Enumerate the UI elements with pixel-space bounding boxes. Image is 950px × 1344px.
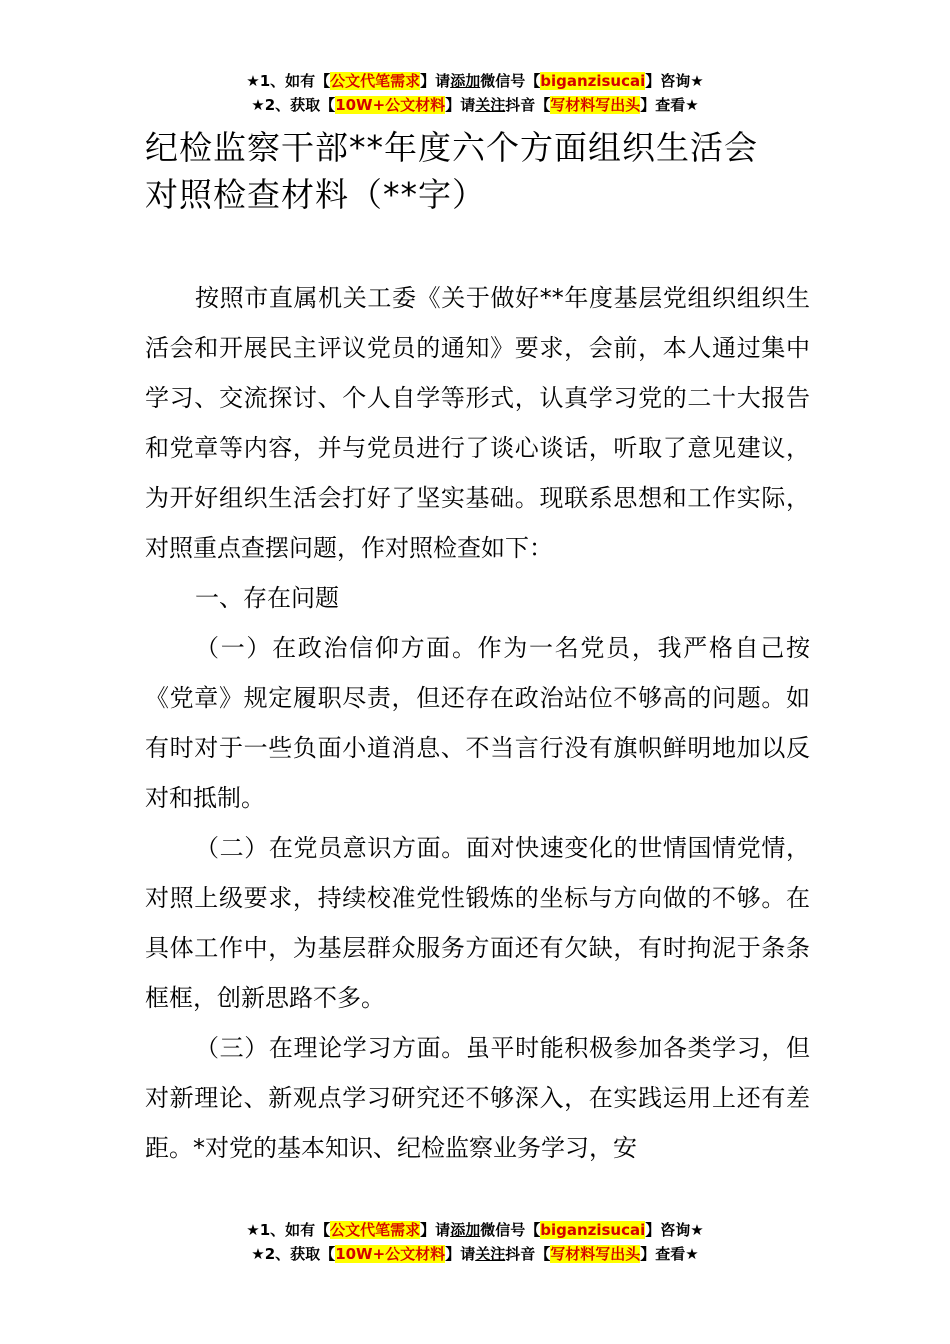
banner-text: 抖音【 bbox=[505, 96, 551, 114]
banner-underlined: 关注 bbox=[475, 96, 506, 114]
header-banner bbox=[0, 69, 950, 117]
highlight-wechat-id: biganzisucai bbox=[540, 1221, 646, 1239]
banner-underlined: 关注 bbox=[475, 1245, 506, 1263]
highlight-service: 公文代笔需求 bbox=[330, 1221, 421, 1239]
highlight-service: 公文代笔需求 bbox=[330, 72, 421, 90]
banner-text: 】请 bbox=[445, 96, 476, 114]
banner-text: 】查看★ bbox=[640, 1245, 699, 1263]
banner-text: 】咨询★ bbox=[645, 1221, 704, 1239]
banner-text: ★2、获取【 bbox=[251, 1245, 336, 1263]
banner-text: 】请 bbox=[445, 1245, 476, 1263]
banner-text: 】请 bbox=[420, 72, 451, 90]
highlight-wechat-id: biganzisucai bbox=[540, 72, 646, 90]
banner-text: ★1、如有【 bbox=[246, 72, 331, 90]
highlight-materials: 10W+公文材料 bbox=[335, 1245, 446, 1263]
banner-text: ★2、获取【 bbox=[251, 96, 336, 114]
section-heading: 一、存在问题 bbox=[195, 584, 339, 612]
banner-line-1 bbox=[0, 1218, 950, 1242]
footer-banner bbox=[0, 1218, 950, 1266]
banner-line-2 bbox=[0, 93, 950, 117]
banner-text: 抖音【 bbox=[505, 1245, 551, 1263]
title-line-1: 纪检监察干部**年度六个方面组织生活会 bbox=[145, 128, 758, 167]
banner-text: 】查看★ bbox=[640, 96, 699, 114]
banner-line-1 bbox=[0, 69, 950, 93]
banner-underlined: 添加 bbox=[450, 72, 481, 90]
title-line-2: 对照检查材料（**字） bbox=[145, 175, 486, 214]
banner-line-2 bbox=[0, 1242, 950, 1266]
highlight-douyin: 写材料写出头 bbox=[550, 1245, 641, 1263]
banner-text: 微信号【 bbox=[480, 72, 541, 90]
banner-text: 微信号【 bbox=[480, 1221, 541, 1239]
highlight-materials: 10W+公文材料 bbox=[335, 96, 446, 114]
issue-paragraph-1: （一）在政治信仰方面。作为一名党员，我严格自己按《党章》规定履职尽责，但还存在政治站位不够高的问题。如有时对于一些负面小道消息、不当言行没有旗帜鲜明地加以反对和抵制。 bbox=[145, 634, 810, 812]
banner-underlined: 添加 bbox=[450, 1221, 481, 1239]
issue-paragraph-2: （二）在党员意识方面。面对快速变化的世情国情党情，对照上级要求，持续校准党性锻炼的坐标与方向做的不够。在具体工作中，为基层群众服务方面还有欠缺，有时拘泥于条条框框，创新思路不多。 bbox=[145, 834, 810, 1012]
intro-paragraph: 按照市直属机关工委《关于做好**年度基层党组织组织生活会和开展民主评议党员的通知》要求，会前，本人通过集中学习、交流探讨、个人自学等形式，认真学习党的二十大报告和党章等内容，并与党员进行了谈心谈话，听取了意见建议，为开好组织生活会打好了坚实基础。现联系思想和工作实际，对照重点查摆问题，作对照检查如下： bbox=[145, 284, 810, 562]
highlight-douyin: 写材料写出头 bbox=[550, 96, 641, 114]
banner-text: 】请 bbox=[420, 1221, 451, 1239]
document-body bbox=[145, 273, 810, 1173]
document-title bbox=[145, 124, 825, 218]
banner-text: ★1、如有【 bbox=[246, 1221, 331, 1239]
banner-text: 】咨询★ bbox=[645, 72, 704, 90]
issue-paragraph-3: （三）在理论学习方面。虽平时能积极参加各类学习，但对新理论、新观点学习研究还不够深入，在实践运用上还有差距。*对党的基本知识、纪检监察业务学习，安 bbox=[145, 1034, 810, 1162]
